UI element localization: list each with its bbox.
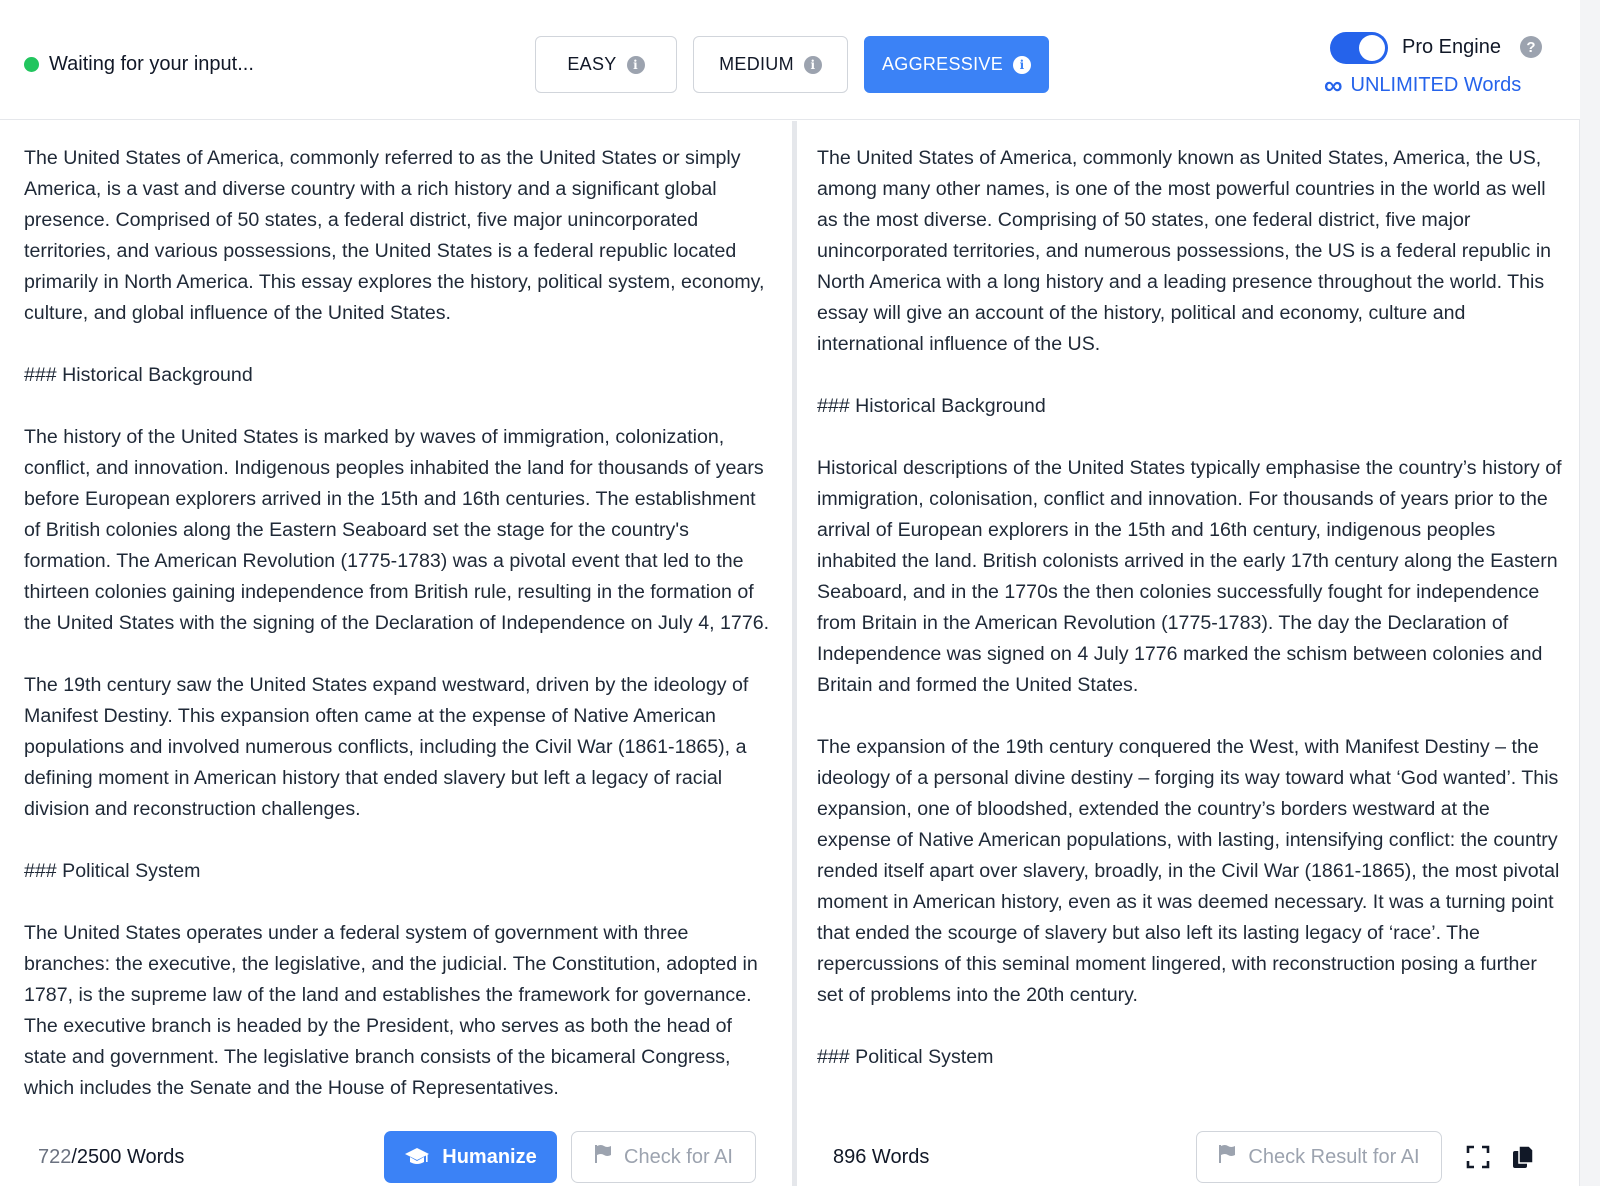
mode-aggressive-label: AGGRESSIVE: [881, 54, 1004, 74]
engine-settings: [1324, 32, 1560, 102]
check-result-for-ai-label: Check Result for AI: [1248, 1145, 1420, 1168]
copy-icon[interactable]: [1509, 1143, 1537, 1171]
output-word-count: 896 Words: [833, 1146, 930, 1168]
help-icon[interactable]: ?: [1520, 36, 1542, 58]
output-pane: [797, 121, 1580, 1121]
input-word-count: [38, 1146, 184, 1169]
mode-aggressive-button[interactable]: [864, 36, 1049, 93]
input-textarea[interactable]: The United States of America, commonly referred to as the United States or simply America, is a vast and diverse country with a rich history and a significant global presence. Comprised of 50 states, a federal district, five major unincorporated territories, and various possessions, the United States is a federal republic located primarily in North America. This essay explores the history, political system, economy, culture, and global influence of the United States. ### Historical Background The history of the United States is marked by waves of immigration, colonization, conflict, and innovation. Indigenous peoples inhabited the land for thousands of years before European explorers arrived in the 15th and 16th centuries. The establishment of British colonies along the Eastern Seaboard set the stage for the country's formation. The American Revolution (1775-1783) was a pivotal event that led to the thirteen colonies gaining independence from British rule, resulting in the formation of the United States with the signing of the Declaration of Independence on July 4, 1776. The 19th century saw the United States expand westward, driven by the ideology of Manifest Destiny. This expansion often came at the expense of Native American populations and involved numerous conflicts, including the Civil War (1861-1865), a defining moment in American history that ended slavery but left a legacy of racial division and reconstruction challenges. ### Political System The United States operates under a federal system of government with three branches: the executive, the legislative, and the judicial. The Constitution, adopted in 1787, is the supreme law of the land and establishes the framework for governance. The executive branch is headed by the President, who serves as both the head of state and government. The legislative branch consists of the bicameral Congress, which includes the Senate and the House of Representatives.: [24, 147, 770, 1099]
status-text: Waiting for your input...: [49, 53, 254, 75]
status-indicator: [24, 53, 254, 76]
input-word-count-used: 722: [38, 1146, 72, 1168]
mode-medium-button[interactable]: [693, 36, 848, 93]
unlimited-words-label: UNLIMITED Words: [1350, 73, 1522, 96]
check-for-ai-label: Check for AI: [624, 1145, 733, 1168]
mode-medium-label: MEDIUM: [719, 54, 794, 74]
check-for-ai-button[interactable]: [571, 1131, 756, 1183]
expand-icon[interactable]: [1464, 1143, 1492, 1171]
info-icon[interactable]: i: [804, 56, 822, 74]
output-footer: [797, 1121, 1580, 1186]
input-word-count-limit: /2500 Words: [71, 1146, 185, 1168]
graduation-cap-icon: [404, 1147, 430, 1167]
flag-icon: [1218, 1144, 1236, 1170]
pro-engine-label: Pro Engine: [1402, 36, 1501, 58]
pro-engine-toggle[interactable]: [1330, 32, 1388, 64]
infinity-icon: ∞: [1324, 70, 1343, 100]
status-dot-icon: [24, 57, 39, 72]
humanize-label: Humanize: [442, 1145, 537, 1168]
mode-selector: [535, 36, 1049, 93]
info-icon[interactable]: i: [627, 56, 645, 74]
check-result-for-ai-button[interactable]: [1196, 1131, 1442, 1183]
unlimited-words-link[interactable]: [1324, 72, 1521, 98]
top-toolbar: [0, 0, 1580, 120]
info-icon[interactable]: i: [1013, 56, 1031, 74]
input-footer: [0, 1121, 792, 1186]
mode-easy-button[interactable]: [535, 36, 677, 93]
toggle-knob: [1359, 35, 1385, 61]
input-pane: [0, 121, 792, 1121]
flag-icon: [594, 1144, 612, 1170]
humanize-button[interactable]: [384, 1131, 557, 1183]
mode-easy-label: EASY: [567, 54, 617, 74]
output-text[interactable]: The United States of America, commonly known as United States, America, the US, among many other names, is one of the most powerful countries in the world as well as the most diverse. Comprising of 50 states, one federal district, five major unincorporated territories, and numerous possessions, the US is a federal republic in North America with a long history and a leading presence throughout the world. This essay will give an account of the history, political and economy, culture and international influence of the US. ### Historical Background Historical descriptions of the United States typically emphasise the country’s history of immigration, colonisation, conflict and innovation. For thousands of years prior to the arrival of European explorers in the 15th and 16th century, indigenous peoples inhabited the land. British colonists arrived in the early 17th century along the Eastern Seaboard, and in the 1770s the then colonies successfully fought for independence from Britain in the American Revolution (1775-1783). The day the Declaration of Independence was signed on 4 July 1776 marked the schism between colonies and Britain and formed the United States. The expansion of the 19th century conquered the West, with Manifest Destiny – the ideology of a personal divine destiny – forging its way toward what ‘God wanted’. This expansion, one of bloodshed, extended the country’s borders westward at the expense of Native American populations, with lasting, intensifying conflict: the country rended itself apart over slavery, broadly, in the Civil War (1861-1865), the most pivotal moment in American history, even as it was deemed necessary. It was a turning point that ended the scourge of slavery but also left its lasting legacy of ‘race’. The repercussions of this seminal moment lingered, with reconstruction posing a further set of problems into the 20th century. ### Political System: [817, 147, 1562, 1068]
